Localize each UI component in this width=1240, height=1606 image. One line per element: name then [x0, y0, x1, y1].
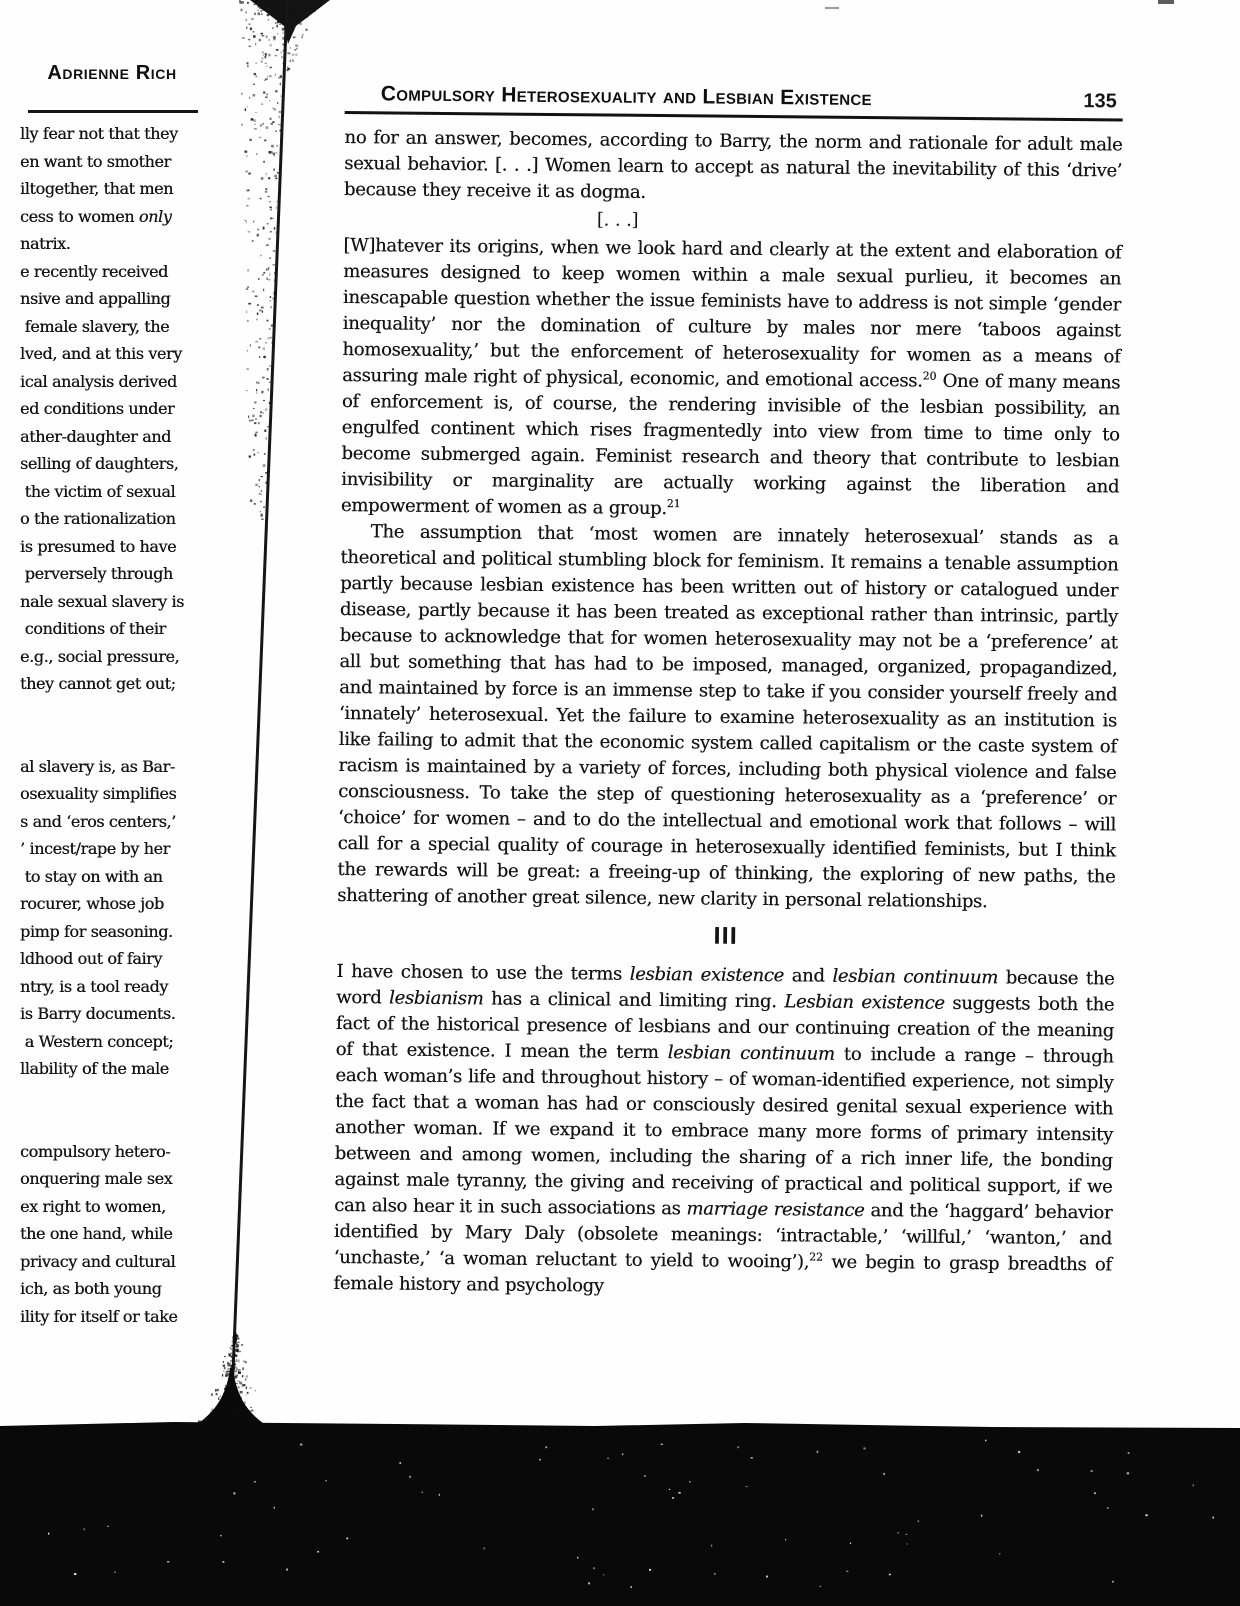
left-text-line: ical analysis derived [20, 371, 177, 391]
left-text-line: the victim of sexual [20, 481, 176, 501]
left-text-line: ’ incest/rape by her [20, 839, 170, 858]
paragraph-assumption: The assumption that ‘most women are innately heterosexual’ stands as a theoretical and political stumbling block for feminism. It remains a tenable assumption partly because lesbian existence has been written out of history or catalogued under disease, partly because it has been treated as exceptional rather than intrinsic, partly because to acknowledge that for women heterosexuality may not be a ‘preference’ at all but something that has had to be imposed, managed, organized, propagandized, and maintained by force is an immense step to take if you consider yourself freely and ‘innately’ heterosexual. Yet the failure to examine heterosexuality as an institution is like failing to admit that the economic system called capitalism or the caste system of racism is maintained by a variety of forces, including both physical violence and false consciousness. To take the step of questioning heterosexuality as a ‘preference’ or ‘choice’ for women – and to do the intellectual and emotional work that follows – will call for a special quality of courage in heterosexually identified feminists, but I think the rewards will be great: a freeing-up of thinking, the exploring of new paths, the shattering of another great silence, new clarity in personal relationships. [337, 521, 1119, 913]
left-running-head: Adrienne Rich [47, 62, 177, 84]
left-text-line: ed conditions under [20, 399, 175, 418]
left-text-line: rocurer, whose job [20, 894, 164, 913]
left-text-line: natrix. [20, 234, 71, 253]
left-text-line: lved, and at this very [20, 344, 182, 363]
left-text-line [20, 1110, 210, 1138]
left-text-line: female slavery, the [20, 316, 170, 336]
ellipsis-marker: [. . .] [596, 209, 639, 231]
left-text-line: nsive and appalling [20, 289, 171, 308]
left-text-line: nale sexual slavery is [20, 591, 184, 611]
left-text-line: llability of the male [20, 1059, 169, 1078]
left-header-rule [28, 110, 198, 113]
blockquote-continuation: no for an answer, becomes, according to Barry, the norm and rationale for adult male sexual behavior. [. . .] Women learn to accept as natural the inevitability of this ‘drive’ because they receive it as dogma. [343, 126, 1123, 203]
right-page [333, 80, 1123, 1297]
left-text-line: osexuality simplifies [20, 784, 177, 803]
left-text-line [20, 1083, 210, 1111]
left-text-line: ex right to women, [20, 1196, 166, 1216]
left-text-line: pimp for seasoning. [20, 921, 173, 941]
left-text-line: onquering male sex [20, 1169, 173, 1188]
left-column-text [20, 120, 210, 1330]
left-text-line: compulsory hetero- [20, 1141, 171, 1161]
page-number: 135 [1083, 90, 1117, 113]
left-text-line: they cannot get out; [20, 674, 176, 693]
left-text-line: e.g., social pressure, [20, 646, 180, 666]
scan-noise-dash [825, 7, 839, 9]
left-text-line: s and ‘eros centers,’ [20, 811, 176, 831]
left-text-line: to stay on with an [20, 866, 163, 886]
left-text-line [20, 725, 210, 753]
left-text-line: ntry, is a tool ready [20, 976, 168, 996]
left-text-line: en want to smother [20, 151, 171, 171]
left-text-line: ather-daughter and [20, 426, 171, 446]
paragraph-terms: I have chosen to use the terms lesbian existence and lesbian continuum because the word lesbianism has a clinical and limiting ring. Lesbian existence suggests both the fact of the historical presence of lesbians and our continuing creation of the meaning of that existence. I mean the term lesbian continuum to include a range – through each woman’s life and throughout history – of woman-identified experience, not simply the fact that a woman has had or consciously desired genital sexual experience with another woman. If we expand it to embrace many more forms of primary intensity between and among women, including the sharing of a rich inner life, the bonding against male tyranny, the giving and receiving of practical and political support, if we can also hear it in such associations as marriage resistance and the ‘haggard’ behavior identified by Mary Daly (obsolete meanings: ‘intractable,’ ‘willful,’ ‘wanton,’ and ‘unchaste,’ ‘a woman reluctant to yield to wooing’),$^{22}$ we begin to grasp breadths of female history and psychology [333, 960, 1115, 1297]
left-text-line: ich, as both young [20, 1279, 162, 1298]
left-text-line: ldhood out of fairy [20, 949, 163, 968]
left-text-line: e recently received [20, 261, 168, 281]
left-text-line: selling of daughters, [20, 454, 179, 473]
left-text-line [20, 698, 210, 726]
scan-noise-dash [1158, 0, 1174, 4]
left-text-line: is Barry documents. [20, 1004, 176, 1023]
left-text-line: o the rationalization [20, 509, 176, 528]
left-text-line: ility for itself or take [20, 1306, 178, 1326]
right-running-head: Compulsory Heterosexuality and Lesbian Existence [380, 82, 873, 111]
left-text-line: conditions of their [20, 619, 166, 638]
left-text-line: the one hand, while [20, 1224, 173, 1243]
left-text-line: a Western concept; [20, 1031, 174, 1051]
paragraph-whatever: [W]hatever its origins, when we look hard and clearly at the extent and elaboration of measures designed to keep women within a male sexual purlieu, it becomes an inescapable question whether the issue feminists have to address is not simple ‘gender inequality’ nor the domination of culture by males nor mere ‘taboos against homosexuality,’ but the enforcement of heterosexuality for women as a means of assuring male right of physical, economic, and emotional access.$^{20}$ One of many means of enforcement is, of course, the rendering invisible of the lesbian possibility, an engulfed continent which rises fragmentedly into view from time to time only to become submerged again. Feminist research and theory that contribute to lesbian invisibility or marginality are actually working against the liberation and empowerment of women as a group.$^{21}$ [340, 234, 1122, 520]
left-text-line: cess to women only [20, 206, 172, 226]
left-text-line: al slavery is, as Bar- [20, 756, 175, 776]
section-heading: III [713, 922, 739, 950]
page-body [333, 125, 1122, 1304]
left-text-line: privacy and cultural [20, 1251, 176, 1271]
left-text-line: is presumed to have [20, 536, 177, 556]
left-text-line: lly fear not that they [20, 124, 178, 143]
left-text-line: perversely through [20, 564, 173, 583]
scan-black-edge [0, 1420, 1240, 1606]
left-text-line: iltogether, that men [20, 179, 174, 198]
